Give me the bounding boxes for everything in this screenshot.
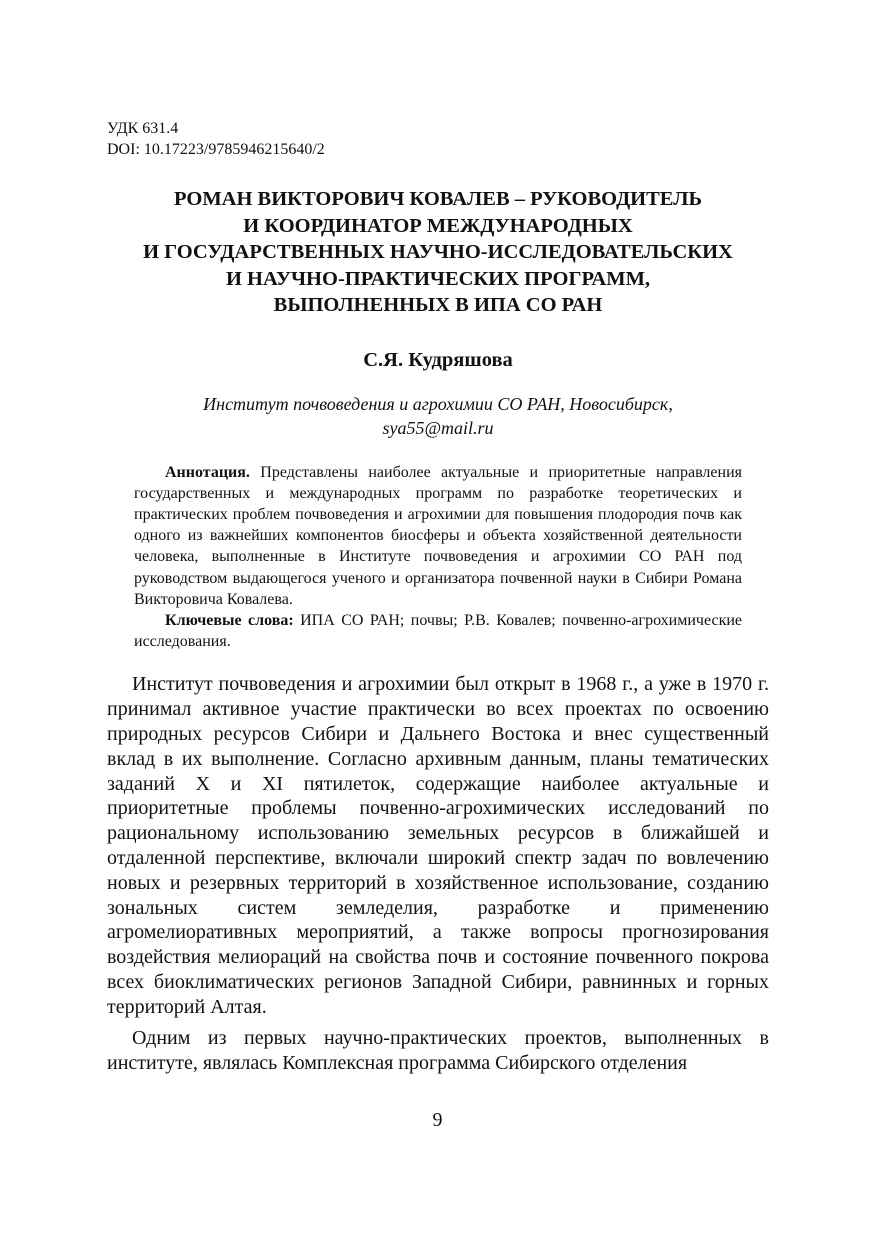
abstract-text: Представлены наиболее актуальные и приоритетные направления государственных и международных программ по разработке теоретических и практических проблем почвоведения и агрохимии для повышения плодородия почв как одного из важнейших компонентов биосферы и объекта хозяйственной деятельности человека, выполненные в Институте почвоведения и агрохимии СО РАН под руководством выдающегося ученого и организатора почвенной науки в Сибири Романа Викторовича Ковалева. — [134, 463, 743, 608]
article-metadata — [107, 118, 769, 160]
title-line: ВЫПОЛНЕННЫХ В ИПА СО РАН — [273, 294, 603, 316]
author-email: sya55@mail.ru — [382, 417, 494, 438]
abstract-label: Аннотация. — [165, 463, 250, 481]
abstract-paragraph — [134, 462, 742, 610]
keywords-text: ИПА СО РАН; почвы; Р.В. Ковалев; почвенно-агрохимические исследования. — [134, 611, 742, 651]
abstract-block — [134, 462, 742, 653]
title-line: И НАУЧНО-ПРАКТИЧЕСКИХ ПРОГРАММ, — [225, 267, 651, 290]
article-title — [107, 186, 769, 319]
body-paragraph: Институт почвоведения и агрохимии был открыт в 1968 г., а уже в 1970 г. принимал активное участие практически во всех проектах по освоению природных ресурсов Сибири и Дальнего Востока и внес существенный вклад в их выполнение. Согласно архивным данным, планы тематических заданий X и XI пятилеток, содержащие наиболее актуальные и приоритетные проблемы почвенно-агрохимических исследований по рациональному использованию земельных ресурсов в ближайшей и отдаленной перспективе, включали широкий спектр задач по вовлечению новых и резервных территорий в хозяйственное использование, созданию зональных систем земледелия, разработке и применению агромелиоративных мероприятий, а также вопросы прогнозирования воздействия мелиораций на свойства почв и состояние почвенного покрова всех биоклиматических регионов Западной Сибири, равнинных и горных территорий Алтая. — [107, 673, 769, 1018]
keywords-label: Ключевые слова: — [165, 611, 294, 629]
article-body — [107, 672, 769, 1076]
udk-code: УДК 631.4 — [107, 120, 179, 137]
institute-name: Институт почвоведения и агрохимии СО РАН, Новосибирск, — [203, 393, 673, 414]
article-page — [107, 118, 769, 1083]
doi-identifier: DOI: 10.17223/9785946215640/2 — [107, 141, 325, 158]
keywords-paragraph — [134, 610, 742, 652]
title-line: И КООРДИНАТОР МЕЖДУНАРОДНЫХ — [243, 214, 633, 237]
title-line: РОМАН ВИКТОРОВИЧ КОВАЛЕВ – РУКОВОДИТЕЛЬ — [173, 188, 703, 210]
author-name: С.Я. Кудряшова — [363, 348, 513, 371]
body-paragraph: Одним из первых научно-практических проектов, выполненных в институте, являлась Комплексная программа Сибирского отделения — [107, 1027, 769, 1075]
page-number: 9 — [432, 1109, 443, 1131]
author-affiliation — [107, 392, 769, 440]
title-line: И ГОСУДАРСТВЕННЫХ НАУЧНО-ИССЛЕДОВАТЕЛЬСКИХ — [143, 241, 733, 263]
